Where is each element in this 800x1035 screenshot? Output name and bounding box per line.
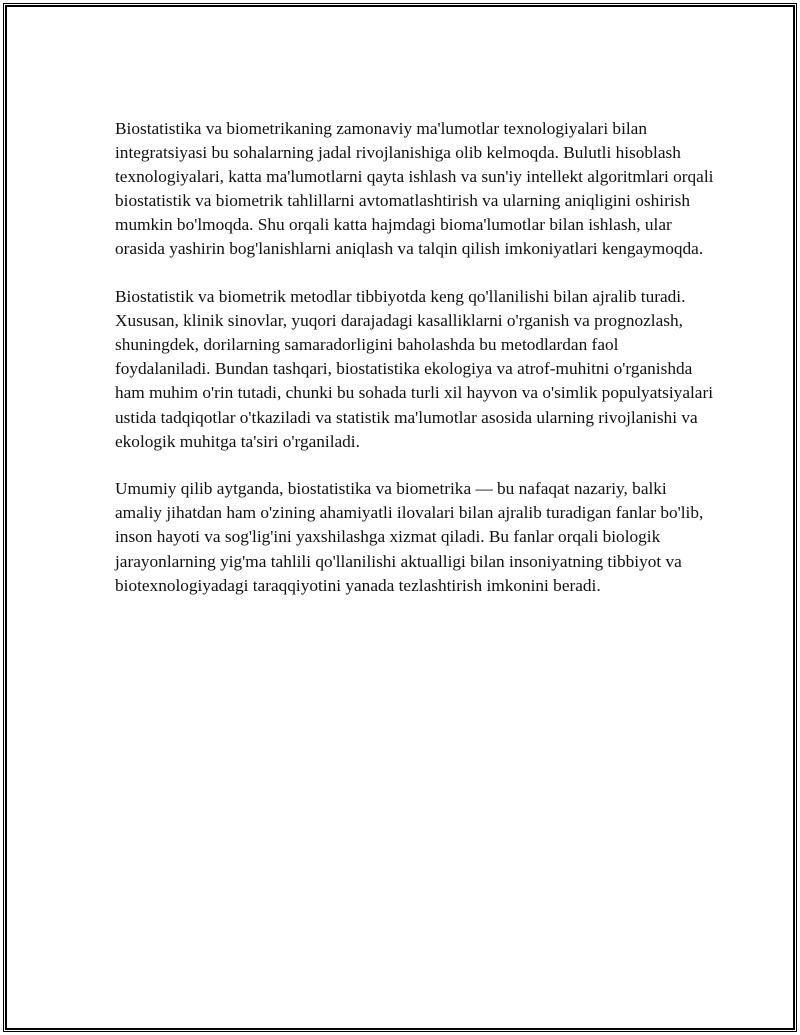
document-body: [115, 117, 715, 621]
paragraph-2: Biostatistik va biometrik metodlar tibbiyotda keng qo'llanilishi bilan ajralib turadi. Xususan, klinik sinovlar, yuqori darajadagi kasalliklarni o'rganish va prognozlash, shuningdek, dorilarning samaradorligini baholashda bu metodlardan faol foydalaniladi. Bundan tashqari, biostatistika ekologiya va atrof-muhitni o'rganishda ham muhim o'rin tutadi, chunki bu sohada turli xil hayvon va o'simlik populyatsiyalari ustida tadqiqotlar o'tkaziladi va statistik ma'lumotlar asosida ularning rivojlanishi va ekologik muhitga ta'siri o'rganiladi.: [115, 287, 714, 451]
paragraph-1: Biostatistika va biometrikaning zamonaviy ma'lumotlar texnologiyalari bilan integratsiyasi bu sohalarning jadal rivojlanishiga olib kelmoqda. Bulutli hisoblash texnologiyalari, katta ma'lumotlarni qayta ishlash va sun'iy intellekt algoritmlari orqali biostatistik va biometrik tahlillarni avtomatlashtirish va ularning aniqligini oshirish mumkin bo'lmoqda. Shu orqali katta hajmdagi bioma'lumotlar bilan ishlash, ular orasida yashirin bog'lanishlarni aniqlash va talqin qilish imkoniyatlari kengaymoqda.: [115, 119, 714, 259]
paragraph-3: Umumiy qilib aytganda, biostatistika va biometrika — bu nafaqat nazariy, balki amaliy jihatdan ham o'zining ahamiyatli ilovalari bilan ajralib turadigan fanlar bo'lib, inson hayoti va sog'lig'ini yaxshilashga xizmat qiladi. Bu fanlar orqali biologik jarayonlarning yig'ma tahlili qo'llanilishi aktualligi bilan insoniyatning tibbiyot va biotexnologiyadagi taraqqiyotini yanada tezlashtirish imkonini beradi.: [115, 479, 704, 595]
